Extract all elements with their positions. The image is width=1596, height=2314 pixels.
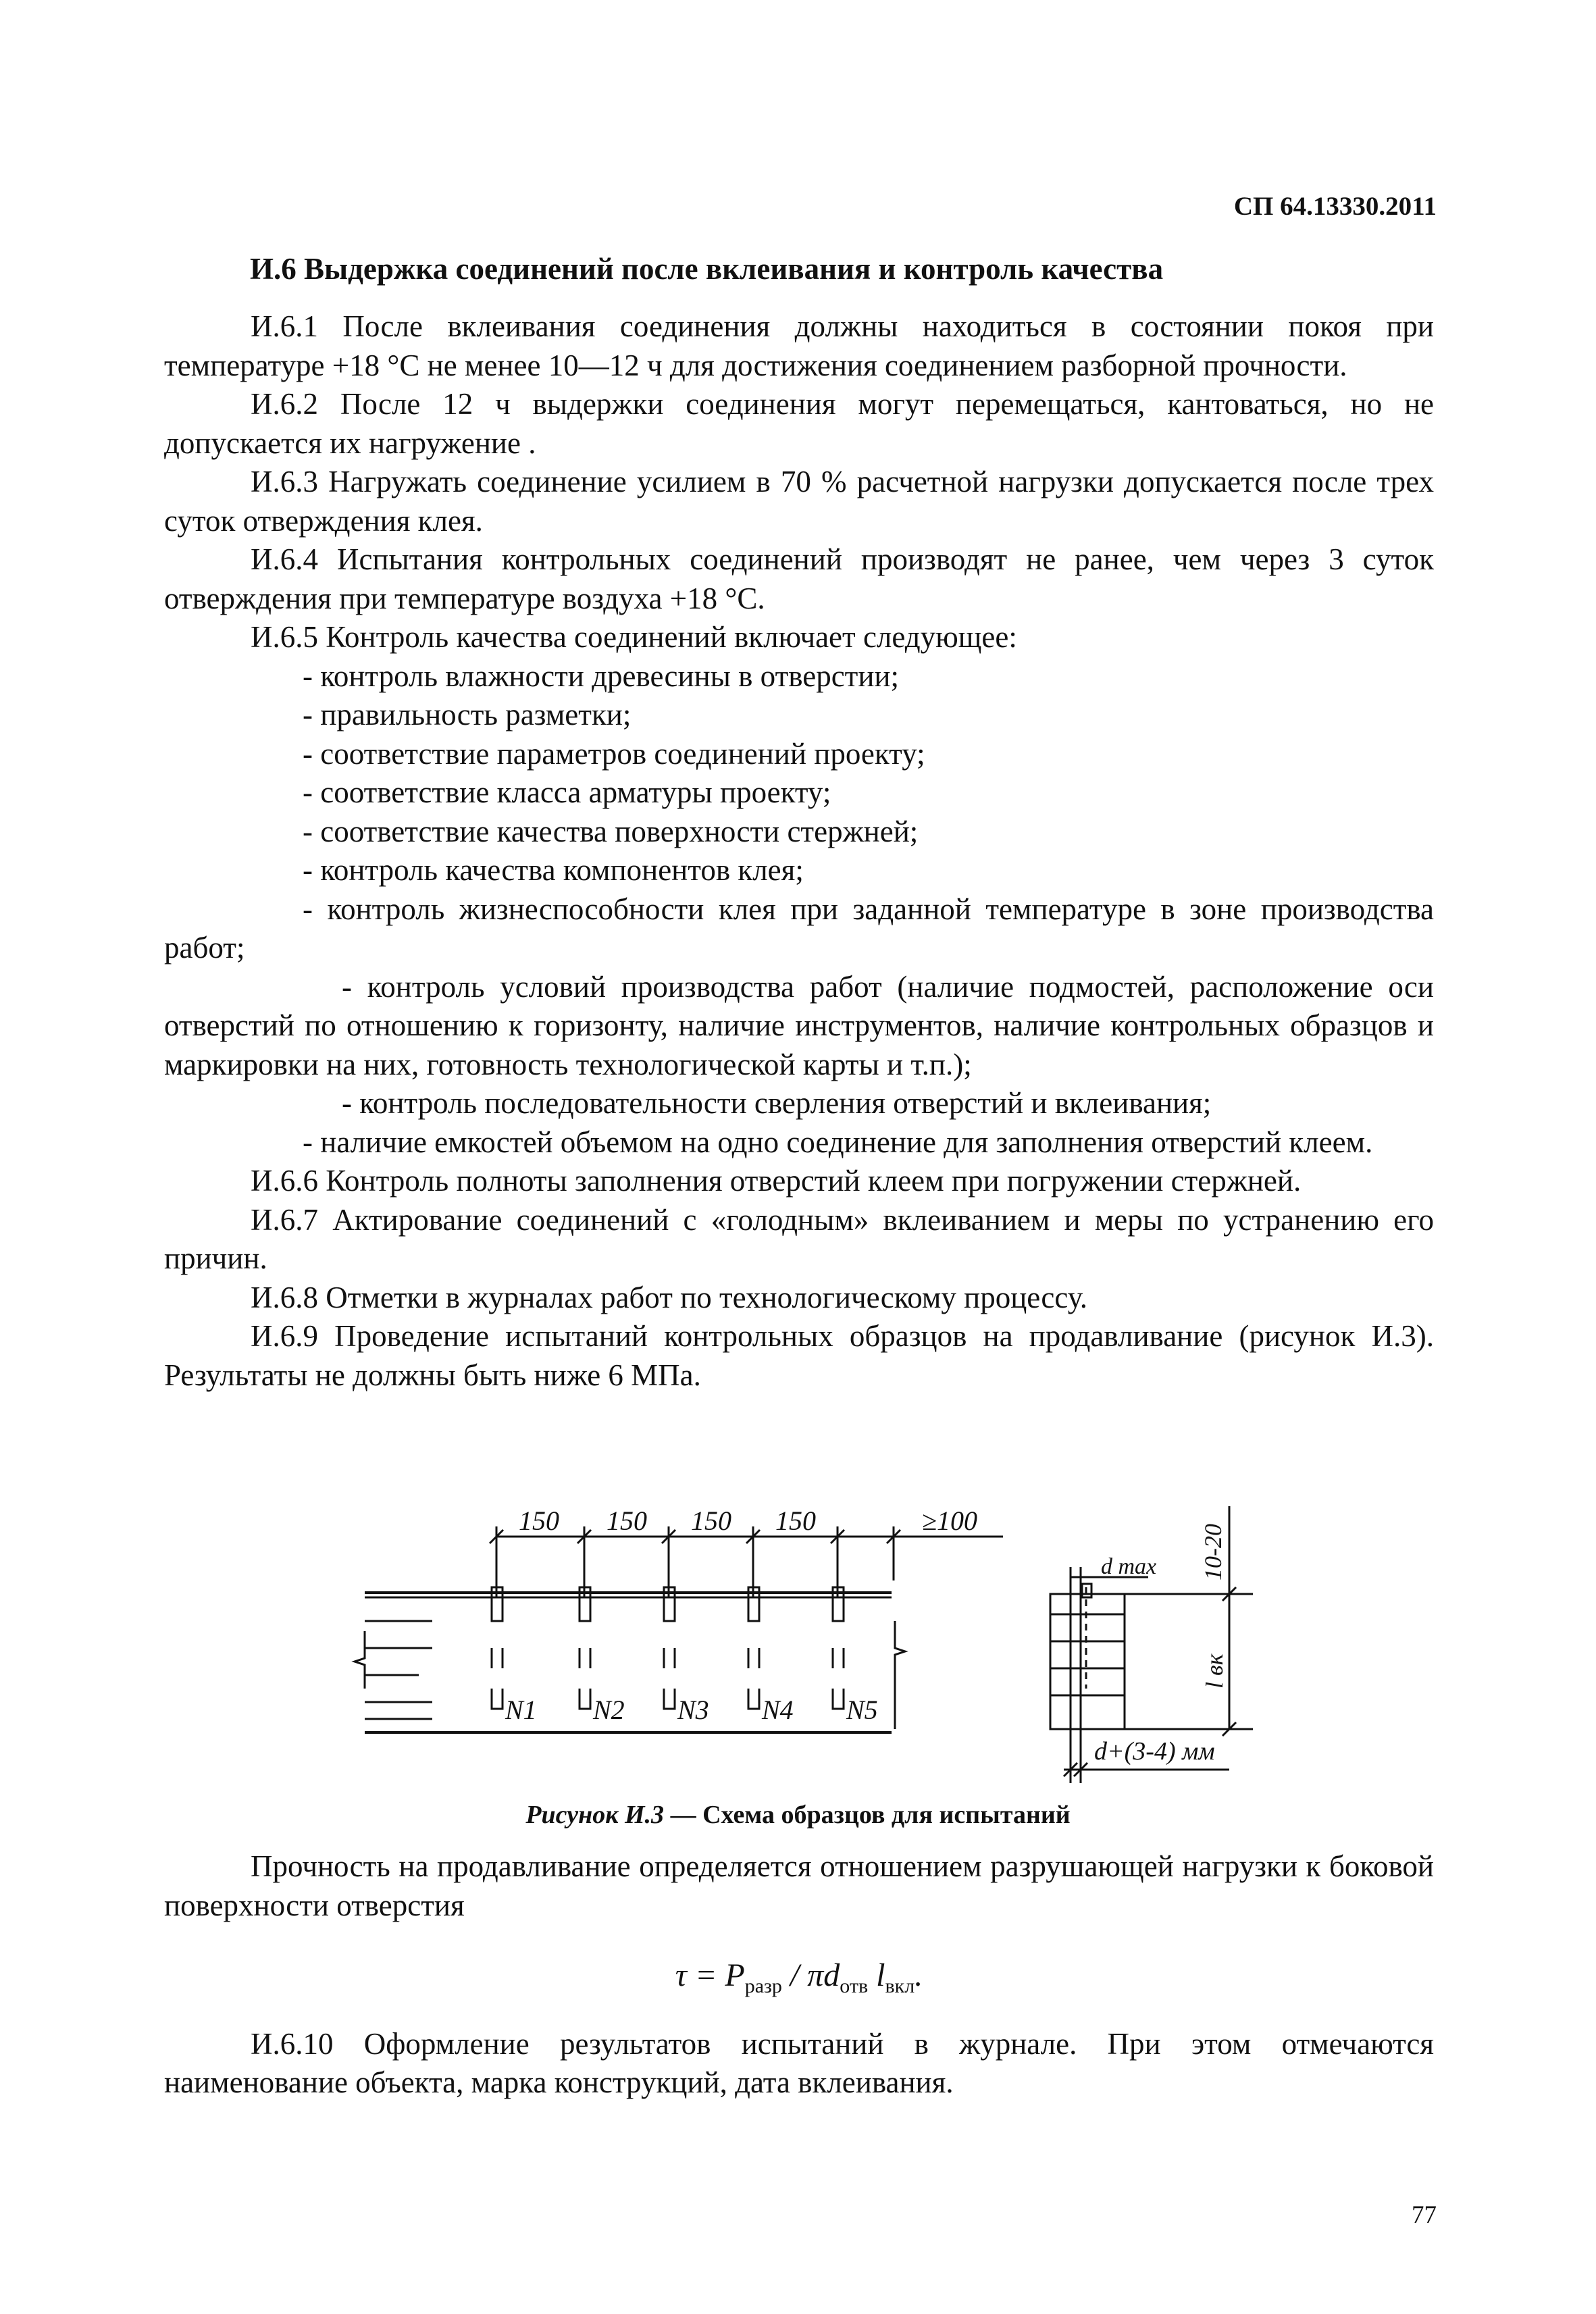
page-number: 77	[1412, 2201, 1437, 2229]
paragraph-2: И.6.2 После 12 ч выдержки соединения могут перемещаться, кантоваться, но не допускается их нагружение .	[164, 387, 1434, 460]
load-label: N2	[593, 1695, 625, 1725]
spacing-label: 150	[691, 1506, 731, 1536]
load-label: N4	[762, 1695, 794, 1725]
paragraph-1: И.6.1 После вклеивания соединения должны находиться в состоянии покоя при температуре +18 °С не менее 10—12 ч для достижения соединением разборной прочности.	[164, 309, 1434, 382]
strength-paragraph: Прочность на продавливание определяется отношением разрушающей нагрузки к боковой поверхности отверстия	[164, 1849, 1434, 1922]
list-item: - контроль качества компонентов клея;	[303, 853, 804, 887]
end-spacing-label: ≥100	[922, 1506, 977, 1536]
caption-label: Рисунок И.3	[525, 1801, 665, 1829]
load-label: N1	[505, 1695, 537, 1725]
formula-sub: вкл	[885, 1975, 915, 1997]
paragraph-6: И.6.6 Контроль полноты заполнения отверстий клеем при погружении стержней.	[251, 1164, 1302, 1198]
list-item: - наличие емкостей объемом на одно соединение для заполнения отверстий клеем.	[303, 1125, 1373, 1159]
list-item: - контроль условий производства работ (наличие подмостей, расположение оси отверстий по отношению к горизонту, наличие инструментов, наличие контрольных образцов и маркировки на них, готовность технологической карты и т.п.);	[164, 969, 1434, 1081]
paragraph-3: И.6.3 Нагружать соединение усилием в 70 % расчетной нагрузки допускается после трех суток отверждения клея.	[164, 465, 1434, 538]
figure-caption	[0, 1800, 1596, 1830]
spacing-label: 150	[775, 1506, 816, 1536]
list-item: - соответствие класса арматуры проекту;	[303, 775, 831, 809]
paragraph-7: И.6.7 Актирование соединений с «голодным» вклеиванием и меры по устранению его причин.	[164, 1202, 1434, 1275]
list-item: - контроль влажности древесины в отверстии;	[303, 659, 899, 693]
spacing-label: 150	[519, 1506, 559, 1536]
formula-mid: / πd	[781, 1957, 840, 1993]
length-label: l вк	[1201, 1653, 1228, 1689]
paragraph-8: И.6.8 Отметки в журналах работ по технологическому процессу.	[251, 1280, 1087, 1314]
formula	[164, 1956, 1434, 2006]
formula-lhs: τ = P	[675, 1957, 745, 1993]
lower-text	[164, 1847, 1434, 2103]
spacing-label: 150	[607, 1506, 647, 1536]
formula-mid: l	[868, 1957, 885, 1993]
load-label: N5	[846, 1695, 878, 1725]
dmax-label: d max	[1101, 1554, 1157, 1579]
rod-group	[492, 1587, 844, 1709]
formula-end: .	[915, 1957, 923, 1993]
paragraph-9: И.6.9 Проведение испытаний контрольных образцов на продавливание (рисунок И.3). Результаты не должны быть ниже 6 МПа.	[164, 1319, 1434, 1392]
list-item: - соответствие параметров соединений проекту;	[303, 736, 925, 771]
bottom-dimension-label: d+(3-4) мм	[1094, 1737, 1215, 1766]
paragraph-4: И.6.4 Испытания контрольных соединений производят не ранее, чем через 3 суток отверждения при температуре воздуха +18 °С.	[164, 542, 1434, 615]
list-item: - соответствие качества поверхности стержней;	[303, 814, 919, 848]
top-dimension-label: 10-20	[1200, 1524, 1227, 1580]
caption-text: — Схема образцов для испытаний	[664, 1801, 1071, 1829]
body-text	[164, 307, 1434, 1395]
section-title: И.6 Выдержка соединений после вклеивания и контроль качества	[250, 252, 1164, 286]
load-label: N3	[677, 1695, 709, 1725]
document-code: СП 64.13330.2011	[1233, 192, 1437, 221]
paragraph-5: И.6.5 Контроль качества соединений включает следующее:	[251, 620, 1017, 654]
formula-sub: разр	[744, 1975, 782, 1997]
list-item: - контроль жизнеспособности клея при заданной температуре в зоне производства работ;	[164, 892, 1434, 965]
formula-sub: отв	[840, 1975, 869, 1997]
test-specimen-diagram	[351, 1486, 1297, 1803]
list-item: - правильность разметки;	[303, 698, 632, 731]
list-item: - контроль последовательности сверления отверстий и вклеивания;	[342, 1086, 1212, 1120]
paragraph-10: И.6.10 Оформление результатов испытаний в журнале. При этом отмечаются наименование объекта, марка конструкций, дата вклеивания.	[164, 2026, 1434, 2099]
